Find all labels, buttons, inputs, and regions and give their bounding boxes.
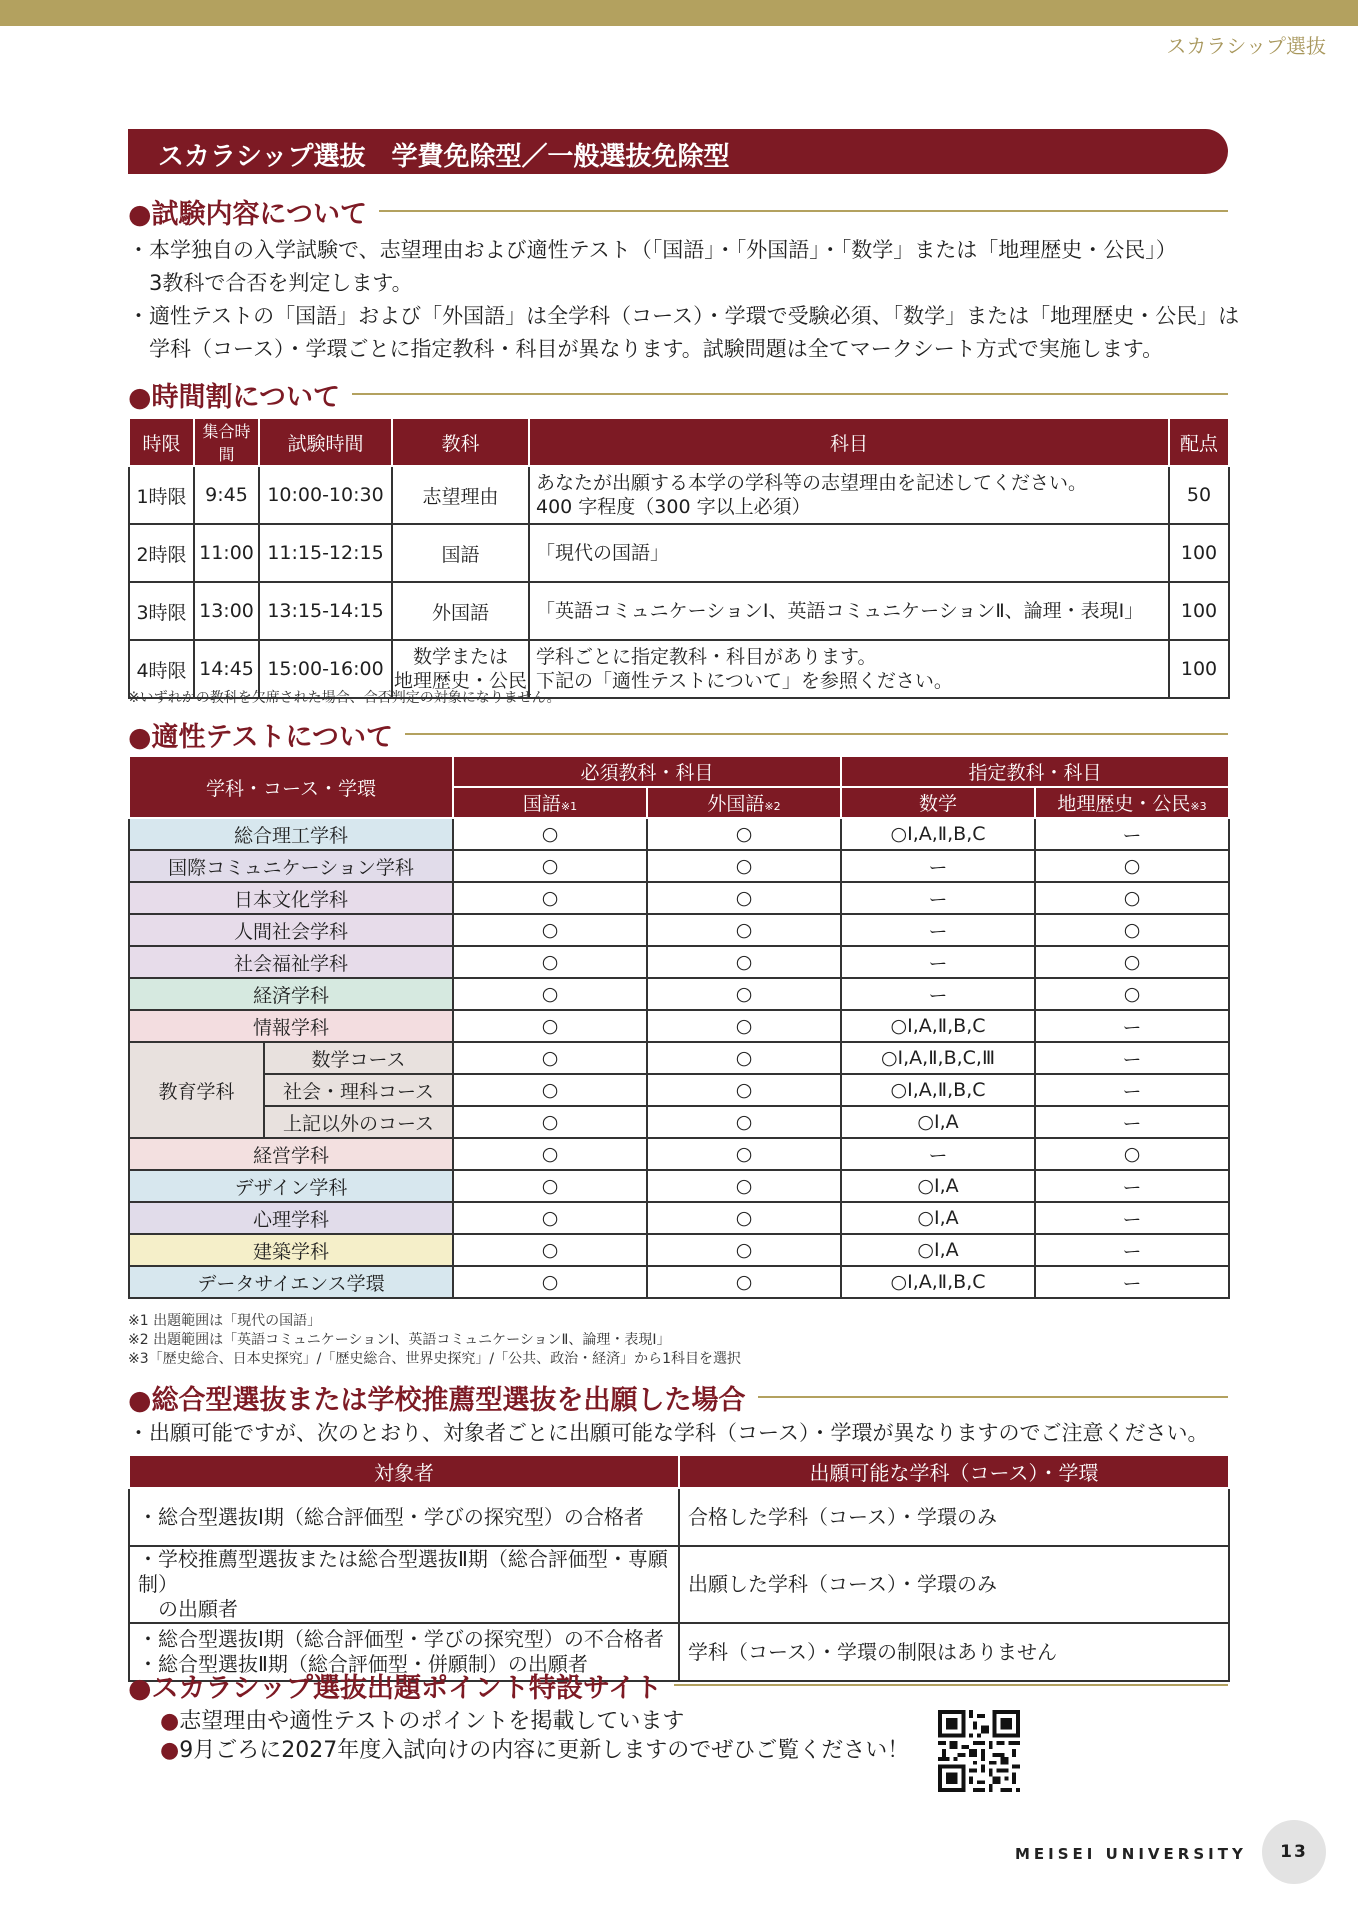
math-cell: ○Ⅰ,A xyxy=(841,1234,1035,1266)
header-label: 地理歴史・公民 xyxy=(1057,793,1191,815)
header-dept: 学科・コース・学環 xyxy=(129,756,453,818)
header-label: 国語 xyxy=(522,793,561,815)
timetable-note: ※いずれかの教科を欠席された場合、合否判定の対象になりません。 xyxy=(128,690,561,706)
table-row xyxy=(129,1546,1229,1623)
detail-cell: 「英語コミュニケーションⅠ、英語コミュニケーションⅡ、論理・表現Ⅰ」 xyxy=(529,582,1169,640)
detail-line: 400 字程度（300 字以上必須） xyxy=(536,496,811,518)
target-line: ・総合型選抜Ⅰ期（総合評価型・学びの探究型）の不合格者 xyxy=(138,1627,664,1651)
target-line: ・学校推薦型選抜または総合型選抜Ⅱ期（総合評価型・専願制） xyxy=(138,1547,668,1596)
header-cell: 教科 xyxy=(392,418,529,466)
math-cell: ー xyxy=(841,1138,1035,1170)
special-site-bullets xyxy=(160,1707,909,1765)
gaikokugo-cell: ○ xyxy=(647,978,841,1010)
aptitude-table xyxy=(128,755,1230,1299)
timetable xyxy=(128,417,1230,699)
section-exam-content-heading xyxy=(128,194,1228,228)
kokugo-cell: ○ xyxy=(453,1010,647,1042)
divider xyxy=(405,733,1228,735)
section-application-heading xyxy=(128,1380,1228,1414)
target-line: の出願者 xyxy=(138,1597,238,1621)
application-intro xyxy=(128,1417,1208,1450)
period-cell: 2時限 xyxy=(129,524,194,582)
table-row xyxy=(129,1106,1229,1138)
table-row xyxy=(129,882,1229,914)
geo-cell: ○ xyxy=(1035,1138,1229,1170)
geo-cell: ー xyxy=(1035,1234,1229,1266)
table-row xyxy=(129,524,1229,582)
gather-cell: 13:00 xyxy=(194,582,259,640)
math-cell: ○Ⅰ,A,Ⅱ,B,C xyxy=(841,818,1035,850)
dept-name: データサイエンス学環 xyxy=(129,1266,453,1298)
table-row xyxy=(129,1074,1229,1106)
footnote: ※2 出題範囲は「英語コミュニケーションⅠ、英語コミュニケーションⅡ、論理・表現Ⅰ」 xyxy=(128,1332,671,1348)
dept-name: 国際コミュニケーション学科 xyxy=(129,850,453,882)
table-row xyxy=(129,818,1229,850)
header-geo xyxy=(1035,787,1229,818)
edu-group-label: 教育学科 xyxy=(129,1042,264,1138)
header-cell: 配点 xyxy=(1169,418,1229,466)
kokugo-cell: ○ xyxy=(453,946,647,978)
math-cell: ○Ⅰ,A xyxy=(841,1106,1035,1138)
kokugo-cell: ○ xyxy=(453,1042,647,1074)
time-cell: 10:00-10:30 xyxy=(259,466,392,524)
dept-name: 情報学科 xyxy=(129,1010,453,1042)
time-cell: 15:00-16:00 xyxy=(259,640,392,698)
detail-cell: 「現代の国語」 xyxy=(529,524,1169,582)
target-cell xyxy=(129,1546,679,1623)
text-line: ・適性テストの「国語」および「外国語」は全学科（コース）・学環で受験必須、「数学」または「地理歴史・公民」は xyxy=(128,304,1240,328)
table-row xyxy=(129,850,1229,882)
kokugo-cell: ○ xyxy=(453,882,647,914)
table-row xyxy=(129,978,1229,1010)
divider xyxy=(758,1396,1228,1398)
table-row xyxy=(129,1488,1229,1546)
header-required: 必須教科・科目 xyxy=(453,756,841,787)
footnote-mark: ※1 xyxy=(560,800,578,813)
gaikokugo-cell: ○ xyxy=(647,1010,841,1042)
dept-name: 経営学科 xyxy=(129,1138,453,1170)
kokugo-cell: ○ xyxy=(453,1202,647,1234)
header-math: 数学 xyxy=(841,787,1035,818)
table-row xyxy=(129,1010,1229,1042)
geo-cell: ー xyxy=(1035,818,1229,850)
geo-cell: ー xyxy=(1035,1202,1229,1234)
geo-cell: ー xyxy=(1035,1074,1229,1106)
divider xyxy=(674,1684,1228,1686)
gaikokugo-cell: ○ xyxy=(647,850,841,882)
footnote-mark: ※3 xyxy=(1190,800,1207,813)
dept-name: 社会福祉学科 xyxy=(129,946,453,978)
table-row xyxy=(129,914,1229,946)
section-title: ●適性テストについて xyxy=(128,721,393,753)
detail-cell xyxy=(529,466,1169,524)
course-name: 社会・理科コース xyxy=(264,1074,453,1106)
kokugo-cell: ○ xyxy=(453,1234,647,1266)
text-line: ・出願可能ですが、次のとおり、対象者ごとに出願可能な学科（コース）・学環が異なりますのでご注意ください。 xyxy=(128,1421,1209,1445)
geo-cell: ー xyxy=(1035,1042,1229,1074)
section-special-site-heading xyxy=(128,1668,1228,1702)
text-line: 3教科で合否を判定します。 xyxy=(128,271,413,295)
header-cell: 試験時間 xyxy=(259,418,392,466)
period-cell: 1時限 xyxy=(129,466,194,524)
table-row xyxy=(129,1202,1229,1234)
gaikokugo-cell: ○ xyxy=(647,1074,841,1106)
kokugo-cell: ○ xyxy=(453,1138,647,1170)
math-cell: ○Ⅰ,A,Ⅱ,B,C xyxy=(841,1010,1035,1042)
kokugo-cell: ○ xyxy=(453,1106,647,1138)
dept-name: デザイン学科 xyxy=(129,1170,453,1202)
text-line: ・本学独自の入学試験で、志望理由および適性テスト（「国語」・「外国語」・「数学」または「地理歴史・公民」） xyxy=(128,238,1177,262)
gather-cell: 11:00 xyxy=(194,524,259,582)
geo-cell: ○ xyxy=(1035,882,1229,914)
header-cell: 科目 xyxy=(529,418,1169,466)
dept-name: 人間社会学科 xyxy=(129,914,453,946)
gaikokugo-cell: ○ xyxy=(647,1042,841,1074)
math-cell: ○Ⅰ,A xyxy=(841,1202,1035,1234)
course-name: 数学コース xyxy=(264,1042,453,1074)
aptitude-notes xyxy=(128,1312,741,1369)
kokugo-cell: ○ xyxy=(453,914,647,946)
dept-name: 経済学科 xyxy=(129,978,453,1010)
table-row xyxy=(129,946,1229,978)
period-cell: 4時限 xyxy=(129,640,194,698)
page-banner: スカラシップ選抜 学費免除型／一般選抜免除型 xyxy=(128,129,1228,174)
header-cell: 時限 xyxy=(129,418,194,466)
section-title: ●スカラシップ選抜出題ポイント特設サイト xyxy=(128,1672,663,1704)
course-name: 上記以外のコース xyxy=(264,1106,453,1138)
header-label: 外国語 xyxy=(707,793,765,815)
section-aptitude-heading xyxy=(128,717,1228,751)
footer-brand: MEISEI UNIVERSITY xyxy=(1015,1845,1247,1863)
math-cell: ー xyxy=(841,914,1035,946)
table-header-row xyxy=(129,1455,1229,1488)
detail-cell xyxy=(529,640,1169,698)
table-row xyxy=(129,1234,1229,1266)
header-designated: 指定教科・科目 xyxy=(841,756,1229,787)
math-cell: ー xyxy=(841,978,1035,1010)
gather-cell: 9:45 xyxy=(194,466,259,524)
section-title: ●時間割について xyxy=(128,381,341,413)
geo-cell: ー xyxy=(1035,1266,1229,1298)
gaikokugo-cell: ○ xyxy=(647,914,841,946)
list-item xyxy=(160,1736,909,1765)
detail-line: 下記の「適性テストについて」を参照ください。 xyxy=(536,670,953,692)
detail-line: 学科ごとに指定教科・科目があります。 xyxy=(536,646,877,668)
detail-line: あなたが出願する本学の学科等の志望理由を記述してください。 xyxy=(536,472,1088,494)
list-item xyxy=(160,1707,909,1736)
period-cell: 3時限 xyxy=(129,582,194,640)
top-accent-bar xyxy=(0,0,1358,26)
text-line: 学科（コース）・学環ごとに指定教科・科目が異なります。試験問題は全てマークシート方式で実施します。 xyxy=(128,337,1164,361)
qr-code-icon[interactable] xyxy=(938,1710,1020,1792)
list-item-text: 志望理由や適性テストのポイントを掲載しています xyxy=(179,1709,685,1734)
header-available: 出願可能な学科（コース）・学環 xyxy=(679,1455,1229,1488)
kokugo-cell: ○ xyxy=(453,1074,647,1106)
running-head: スカラシップ選抜 xyxy=(1166,34,1326,58)
footnote: ※3「歴史総合、日本史探究」/「歴史総合、世界史探究」/「公共、政治・経済」から1科目を選択 xyxy=(128,1351,741,1367)
gaikokugo-cell: ○ xyxy=(647,1266,841,1298)
subject-line: 数学または xyxy=(412,646,508,668)
score-cell: 100 xyxy=(1169,640,1229,698)
math-cell: ー xyxy=(841,946,1035,978)
math-cell: ○Ⅰ,A xyxy=(841,1170,1035,1202)
geo-cell: ○ xyxy=(1035,850,1229,882)
geo-cell: ○ xyxy=(1035,914,1229,946)
footnote-mark: ※2 xyxy=(764,800,781,813)
header-kokugo xyxy=(453,787,647,818)
gaikokugo-cell: ○ xyxy=(647,1106,841,1138)
kokugo-cell: ○ xyxy=(453,1170,647,1202)
kokugo-cell: ○ xyxy=(453,1266,647,1298)
header-gaikokugo xyxy=(647,787,841,818)
divider xyxy=(379,210,1228,212)
subject-line: 地理歴史・公民 xyxy=(393,670,527,692)
header-target: 対象者 xyxy=(129,1455,679,1488)
geo-cell: ー xyxy=(1035,1170,1229,1202)
score-cell: 50 xyxy=(1169,466,1229,524)
table-row xyxy=(129,1266,1229,1298)
table-header-row xyxy=(129,756,1229,787)
geo-cell: ○ xyxy=(1035,978,1229,1010)
table-row xyxy=(129,466,1229,524)
math-cell: ○Ⅰ,A,Ⅱ,B,C xyxy=(841,1266,1035,1298)
bullet-icon: ● xyxy=(160,1709,180,1734)
score-cell: 100 xyxy=(1169,524,1229,582)
subject-cell: 国語 xyxy=(392,524,529,582)
target-cell: ・総合型選抜Ⅰ期（総合評価型・学びの探究型）の合格者 xyxy=(129,1488,679,1546)
subject-cell: 外国語 xyxy=(392,582,529,640)
list-item-text: 9月ごろに2027年度入試向けの内容に更新しますのでぜひご覧ください！ xyxy=(179,1738,910,1763)
gather-cell: 14:45 xyxy=(194,640,259,698)
section-title: ●試験内容について xyxy=(128,198,368,230)
score-cell: 100 xyxy=(1169,582,1229,640)
exam-content-text xyxy=(128,234,1239,366)
bullet-icon: ● xyxy=(160,1738,180,1763)
page-number: 13 xyxy=(1262,1820,1326,1884)
dept-name: 心理学科 xyxy=(129,1202,453,1234)
math-cell: ○Ⅰ,A,Ⅱ,B,C xyxy=(841,1074,1035,1106)
available-cell: 合格した学科（コース）・学環のみ xyxy=(679,1488,1229,1546)
dept-name: 建築学科 xyxy=(129,1234,453,1266)
gaikokugo-cell: ○ xyxy=(647,1138,841,1170)
dept-name: 総合理工学科 xyxy=(129,818,453,850)
gaikokugo-cell: ○ xyxy=(647,946,841,978)
geo-cell: ○ xyxy=(1035,946,1229,978)
footnote: ※1 出題範囲は「現代の国語」 xyxy=(128,1313,322,1329)
time-cell: 11:15-12:15 xyxy=(259,524,392,582)
math-cell: ー xyxy=(841,882,1035,914)
kokugo-cell: ○ xyxy=(453,978,647,1010)
divider xyxy=(352,393,1228,395)
header-cell: 集合時間 xyxy=(194,418,259,466)
target-line: ・総合型選抜Ⅱ期（総合評価型・併願制）の出願者 xyxy=(138,1652,588,1676)
table-row xyxy=(129,1042,1229,1074)
geo-cell: ー xyxy=(1035,1010,1229,1042)
dept-name: 日本文化学科 xyxy=(129,882,453,914)
gaikokugo-cell: ○ xyxy=(647,1170,841,1202)
kokugo-cell: ○ xyxy=(453,850,647,882)
geo-cell: ー xyxy=(1035,1106,1229,1138)
math-cell: ー xyxy=(841,850,1035,882)
subject-cell: 志望理由 xyxy=(392,466,529,524)
math-cell: ○Ⅰ,A,Ⅱ,B,C,Ⅲ xyxy=(841,1042,1035,1074)
section-title: ●総合型選抜または学校推薦型選抜を出願した場合 xyxy=(128,1384,746,1416)
gaikokugo-cell: ○ xyxy=(647,818,841,850)
available-cell: 学科（コース）・学環の制限はありません xyxy=(679,1623,1229,1681)
section-timetable-heading xyxy=(128,377,1228,411)
kokugo-cell: ○ xyxy=(453,818,647,850)
gaikokugo-cell: ○ xyxy=(647,1234,841,1266)
table-row xyxy=(129,1170,1229,1202)
available-cell: 出願した学科（コース）・学環のみ xyxy=(679,1546,1229,1623)
time-cell: 13:15-14:15 xyxy=(259,582,392,640)
application-table xyxy=(128,1454,1230,1682)
gaikokugo-cell: ○ xyxy=(647,1202,841,1234)
table-row xyxy=(129,1138,1229,1170)
table-header-row xyxy=(129,418,1229,466)
gaikokugo-cell: ○ xyxy=(647,882,841,914)
table-row xyxy=(129,582,1229,640)
